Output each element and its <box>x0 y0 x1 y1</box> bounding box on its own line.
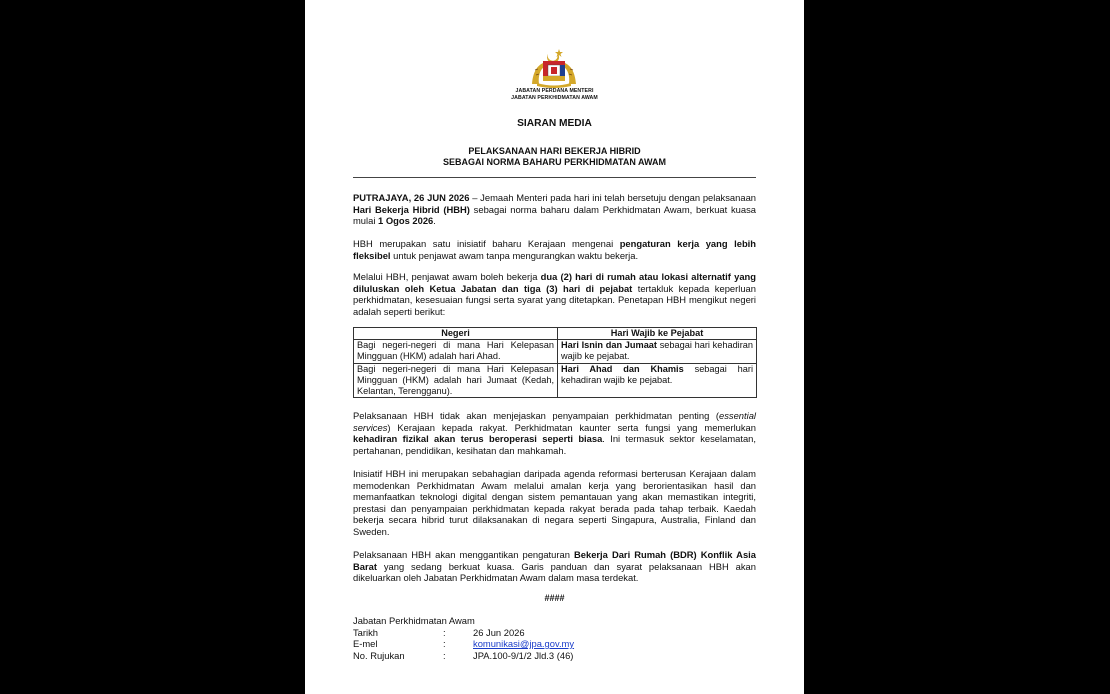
text-span: – Jemaah Menteri pada hari ini telah bersetuju dengan pelaksanaan <box>469 192 757 203</box>
bold-span: Bekerja Dari Rumah (BDR) Konflik Asia Barat <box>353 549 756 572</box>
text-span: Melalui HBH, penjawat awam boleh bekerja <box>353 271 541 282</box>
text-span: tertakluk kepada keperluan perkhidmatan, kesesuaian fungsi serta syarat yang ditetapkan. Penetapan HBH mengikut negeri adalah seperti berikut: <box>353 282 756 317</box>
bold-span: 1 Ogos 2026 <box>378 215 434 226</box>
table-row <box>354 363 757 398</box>
dept-line-1: JABATAN PERDANA MENTERI <box>515 88 594 94</box>
column-header: Negeri <box>354 328 558 340</box>
table-cell-state: Bagi negeri-negeri di mana Hari Kelepasan Mingguan (HKM) adalah hari Jumaat (Kedah, Kelantan, Terengganu). <box>354 363 558 398</box>
document-title-line-1: PELAKSANAAN HARI BEKERJA HIBRID <box>468 146 641 156</box>
text-span: sebagai hari kehadiran wajib ke pejabat. <box>561 340 753 362</box>
title-divider <box>353 177 756 178</box>
table-cell-state: Bagi negeri-negeri di mana Hari Kelepasan Mingguan (HKM) adalah hari Ahad. <box>354 340 558 363</box>
text-span: HBH merupakan satu inisiatif baharu Kerajaan mengenai <box>353 238 620 249</box>
table-cell-days <box>558 363 757 398</box>
document-page <box>305 0 804 694</box>
text-span: Inisiatif HBH ini merupakan sebahagian daripada agenda reformasi berterusan Kerajaan dalam memodenkan Perkhidmatan Awam melalui amalan kerja yang berorientasikan hasil dan memanfaatkan teknologi digital dengan sistem pemantauan yang akan memastikan integriti, prestasi dan penyampaian perkhidmatan kepada rakyat berada pada tahap terbaik. Kaedah bekerja secara hibrid turut dilaksanakan di negara seperti Singapura, Australia, Finland dan Sweden. <box>353 468 756 537</box>
meta-value: JPA.100-9/1/2 Jld.3 (46) <box>473 650 574 661</box>
italic-span: essential services <box>353 410 756 433</box>
dept-line-2: JABATAN PERKHIDMATAN AWAM <box>511 95 598 101</box>
paragraph-announcement <box>353 192 756 227</box>
meta-label: Tarikh <box>353 627 379 638</box>
meta-label: E-mel <box>353 638 378 649</box>
bold-span: Hari Isnin dan Jumaat <box>561 340 657 351</box>
paragraph-initiative <box>353 238 756 261</box>
column-header: Hari Wajib ke Pejabat <box>558 328 757 340</box>
malaysia-coat-of-arms-icon <box>529 48 579 88</box>
bold-span: Hari Bekerja Hibrid (HBH) <box>353 203 470 215</box>
dateline: PUTRAJAYA, 26 JUN 2026 <box>353 192 470 203</box>
bold-span: kehadiran fizikal akan terus beroperasi seperti biasa <box>353 433 603 444</box>
end-mark: #### <box>544 593 565 603</box>
text-span: . <box>433 215 436 226</box>
bold-span: Hari Ahad dan Khamis <box>561 363 684 374</box>
meta-colon: : <box>443 638 446 649</box>
table-header-row <box>354 328 757 340</box>
table-cell-days <box>558 340 757 363</box>
text-span: Pelaksanaan HBH tidak akan menjejaskan penyampaian perkhidmatan penting ( <box>353 410 719 421</box>
text-span: Pelaksanaan HBH akan menggantikan pengaturan <box>353 549 574 560</box>
document-title-line-2: SEBAGAI NORMA BAHARU PERKHIDMATAN AWAM <box>443 157 666 167</box>
bold-span: dua (2) hari di rumah atau lokasi alternatif yang diluluskan oleh Ketua Jabatan dan tiga (3) hari di pejabat <box>353 271 756 294</box>
state-schedule-table <box>353 327 757 398</box>
meta-label: No. Rujukan <box>353 650 405 661</box>
text-span: sebagai norma baharu dalam Perkhidmatan Awam, berkuat kuasa mulai <box>353 203 756 226</box>
text-span: ) Kerajaan kepada rakyat. Perkhidmatan kaunter serta fungsi yang memerlukan <box>387 421 756 433</box>
text-span: yang sedang berkuat kuasa. Garis panduan dan syarat pelaksanaan HBH akan dikeluarkan oleh Jabatan Perkhidmatan Awam dalam masa terdekat. <box>353 560 756 583</box>
issuer-name: Jabatan Perkhidmatan Awam <box>353 615 475 626</box>
paragraph-essential-services <box>353 410 756 456</box>
meta-colon: : <box>443 650 446 661</box>
text-span: sebagai hari kehadiran wajib ke pejabat. <box>561 363 753 385</box>
email-link[interactable]: komunikasi@jpa.gov.my <box>473 638 575 649</box>
meta-value: 26 Jun 2026 <box>473 627 525 638</box>
bold-span: pengaturan kerja yang lebih fleksibel <box>353 238 756 261</box>
table-row <box>354 340 757 363</box>
paragraph-replacement <box>353 549 756 584</box>
paragraph-reform-agenda <box>353 468 756 537</box>
paragraph-arrangement <box>353 271 756 317</box>
text-span: untuk penjawat awam tanpa mengurangkan waktu bekerja. <box>390 249 639 261</box>
document-label: SIARAN MEDIA <box>517 118 592 129</box>
text-span: . Ini termasuk sektor keselamatan, pertahanan, pendidikan, kesihatan dan mahkamah. <box>353 433 756 456</box>
meta-colon: : <box>443 627 446 638</box>
